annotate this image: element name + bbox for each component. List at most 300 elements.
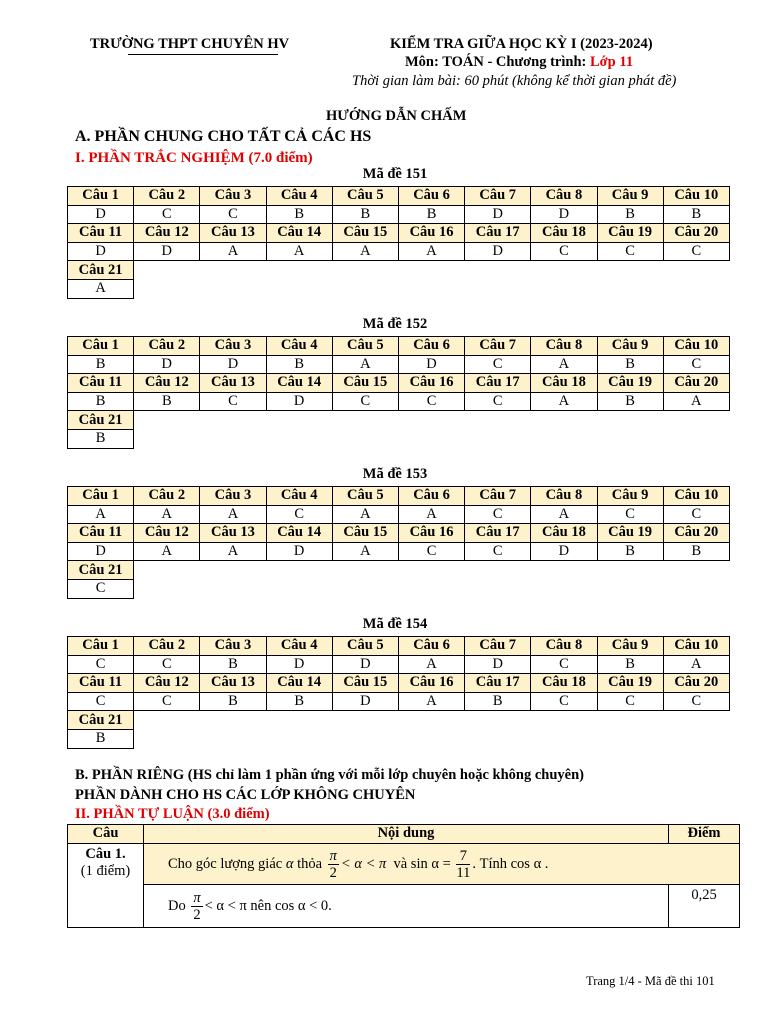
question-label: Câu 5	[332, 487, 398, 506]
empty-cell	[134, 429, 200, 448]
answer-cell: D	[68, 542, 134, 561]
question-label: Câu 9	[597, 637, 663, 656]
answer-cell: A	[398, 655, 464, 674]
empty-cell	[398, 561, 464, 580]
answer-cell: B	[68, 429, 134, 448]
answer-cell: B	[663, 542, 729, 561]
question-label: Câu 3	[200, 637, 266, 656]
question-label: Câu 17	[465, 524, 531, 543]
empty-cell	[663, 429, 729, 448]
answer-cell: C	[465, 505, 531, 524]
answer-cell: A	[398, 692, 464, 711]
question-label: Câu 4	[266, 337, 332, 356]
empty-cell	[663, 279, 729, 298]
answer-row	[68, 655, 730, 674]
answer-table	[67, 636, 730, 749]
empty-cell	[134, 711, 200, 730]
answer-cell: B	[663, 205, 729, 224]
section-b-title: B. PHẦN RIÊNG (HS chỉ làm 1 phần ứng với mỗi lớp chuyên hoặc không chuyên)	[75, 767, 584, 783]
school-underline	[128, 54, 278, 55]
empty-cell	[398, 729, 464, 748]
answer-cell: C	[134, 692, 200, 711]
empty-cell	[597, 429, 663, 448]
question-label: Câu 13	[200, 524, 266, 543]
question-label: Câu 1	[68, 637, 134, 656]
prompt-inequality: < α < π	[340, 855, 387, 872]
answer-cell: B	[597, 355, 663, 374]
question-label: Câu 13	[200, 224, 266, 243]
answer-cell: D	[398, 355, 464, 374]
empty-cell	[465, 429, 531, 448]
question-label: Câu 14	[266, 524, 332, 543]
exam-subject	[405, 54, 633, 71]
empty-cell	[597, 411, 663, 430]
empty-cell	[597, 579, 663, 598]
empty-cell	[200, 279, 266, 298]
part-1-title: I. PHẦN TRẮC NGHIỆM (7.0 điểm)	[75, 150, 313, 166]
empty-cell	[531, 711, 597, 730]
question-label: Câu 13	[200, 374, 266, 393]
question-label: Câu 2	[134, 637, 200, 656]
question-label: Câu 20	[663, 224, 729, 243]
question-label: Câu 10	[663, 637, 729, 656]
question-label: Câu 19	[597, 224, 663, 243]
empty-cell	[663, 261, 729, 280]
answer-cell: B	[200, 655, 266, 674]
answer-cell: C	[68, 692, 134, 711]
empty-cell	[332, 261, 398, 280]
empty-cell	[200, 261, 266, 280]
answer-row	[68, 392, 730, 411]
empty-cell	[465, 579, 531, 598]
question-row	[68, 224, 730, 243]
answer-cell: A	[332, 505, 398, 524]
answer-cell: D	[266, 392, 332, 411]
answer-cell: B	[68, 355, 134, 374]
answer-cell: C	[398, 392, 464, 411]
empty-cell	[597, 711, 663, 730]
question-label: Câu 10	[663, 337, 729, 356]
question-label: Câu 2	[134, 337, 200, 356]
answer-cell: A	[531, 355, 597, 374]
empty-cell	[531, 279, 597, 298]
empty-cell	[200, 411, 266, 430]
answer-cell: D	[134, 242, 200, 261]
code-title: Mã đề 153	[362, 466, 428, 482]
empty-cell	[597, 279, 663, 298]
question-label: Câu 7	[465, 487, 531, 506]
empty-cell	[531, 579, 597, 598]
answer-cell: A	[398, 242, 464, 261]
question-row	[68, 374, 730, 393]
question-label: Câu 14	[266, 374, 332, 393]
two-denominator: 2	[329, 864, 337, 881]
answer-cell: A	[266, 242, 332, 261]
empty-cell	[200, 579, 266, 598]
answer-cell: C	[531, 692, 597, 711]
question-row	[68, 524, 730, 543]
question-row	[68, 187, 730, 206]
answer-cell: B	[266, 692, 332, 711]
question-label: Câu 17	[465, 674, 531, 693]
question-label: Câu 3	[200, 187, 266, 206]
answer-table	[67, 186, 730, 299]
answer-cell: B	[332, 205, 398, 224]
answer-cell: C	[465, 392, 531, 411]
empty-cell	[332, 579, 398, 598]
empty-cell	[663, 411, 729, 430]
answer-cell: A	[134, 505, 200, 524]
question-label: Câu 5	[332, 187, 398, 206]
empty-cell	[597, 561, 663, 580]
question-label: Câu 19	[597, 674, 663, 693]
question-row	[68, 261, 730, 280]
answer-cell: A	[200, 505, 266, 524]
empty-cell	[332, 711, 398, 730]
question-label: Câu 8	[531, 337, 597, 356]
answer-cell: D	[531, 542, 597, 561]
question-row	[68, 674, 730, 693]
answer-cell: B	[597, 655, 663, 674]
answer-cell: C	[68, 655, 134, 674]
empty-cell	[531, 429, 597, 448]
empty-cell	[266, 729, 332, 748]
answer-cell: A	[531, 505, 597, 524]
step-pi-numerator: π	[193, 889, 201, 906]
empty-cell	[398, 411, 464, 430]
question-label: Câu 1	[68, 187, 134, 206]
empty-cell	[663, 729, 729, 748]
question-label: Câu 15	[332, 374, 398, 393]
answer-cell: D	[200, 355, 266, 374]
pi-numerator: π	[329, 847, 337, 864]
question-label: Câu 20	[663, 374, 729, 393]
question-label: Câu 12	[134, 374, 200, 393]
code-title: Mã đề 152	[362, 316, 428, 332]
question-label: Câu 15	[332, 674, 398, 693]
answer-cell: A	[398, 505, 464, 524]
question-row	[68, 411, 730, 430]
empty-cell	[134, 411, 200, 430]
answer-row	[68, 692, 730, 711]
question-label: Câu 11	[68, 524, 134, 543]
answer-cell: C	[663, 505, 729, 524]
empty-cell	[398, 261, 464, 280]
school-name: TRƯỜNG THPT CHUYÊN HV	[90, 36, 290, 52]
empty-cell	[266, 279, 332, 298]
question-label: Câu 2	[134, 487, 200, 506]
answer-cell: C	[597, 692, 663, 711]
question-label: Câu 18	[531, 224, 597, 243]
exam-title: KIỂM TRA GIỮA HỌC KỲ I (2023-2024)	[390, 36, 653, 52]
answer-cell: D	[134, 355, 200, 374]
empty-cell	[398, 279, 464, 298]
question-label: Câu 10	[663, 187, 729, 206]
question-label: Câu 21	[68, 561, 134, 580]
answer-row	[68, 579, 730, 598]
answer-row	[68, 279, 730, 298]
question-label: Câu 1	[68, 337, 134, 356]
essay-question-points: (1 điểm)	[80, 863, 131, 879]
answer-cell: C	[134, 655, 200, 674]
empty-cell	[332, 279, 398, 298]
question-label: Câu 14	[266, 224, 332, 243]
question-label: Câu 21	[68, 261, 134, 280]
answer-cell: A	[68, 279, 134, 298]
question-label: Câu 7	[465, 337, 531, 356]
answer-cell: C	[663, 692, 729, 711]
question-label: Câu 17	[465, 224, 531, 243]
prompt-text: Cho góc lượng giác	[168, 855, 283, 872]
question-label: Câu 12	[134, 224, 200, 243]
empty-cell	[531, 729, 597, 748]
answer-cell: D	[266, 542, 332, 561]
empty-cell	[200, 729, 266, 748]
empty-cell	[465, 561, 531, 580]
code-title: Mã đề 151	[362, 166, 428, 182]
answer-cell: B	[465, 692, 531, 711]
question-label: Câu 4	[266, 187, 332, 206]
answer-cell: D	[531, 205, 597, 224]
question-label: Câu 17	[465, 374, 531, 393]
answer-row	[68, 542, 730, 561]
question-label: Câu 6	[398, 637, 464, 656]
essay-question-cell	[68, 844, 144, 928]
question-label: Câu 20	[663, 674, 729, 693]
empty-cell	[266, 429, 332, 448]
answer-table	[67, 336, 730, 449]
eleven-denominator: 11	[456, 864, 471, 881]
empty-cell	[465, 261, 531, 280]
empty-cell	[332, 429, 398, 448]
answer-cell: C	[200, 205, 266, 224]
essay-step	[144, 885, 669, 928]
empty-cell	[663, 711, 729, 730]
empty-cell	[266, 411, 332, 430]
answer-cell: C	[465, 542, 531, 561]
empty-cell	[465, 711, 531, 730]
step-inequality: < α < π nên cos α < 0.	[204, 897, 332, 914]
empty-cell	[200, 711, 266, 730]
question-row	[68, 637, 730, 656]
part-2-title: II. PHẦN TỰ LUẬN (3.0 điểm)	[75, 806, 270, 822]
question-row	[68, 487, 730, 506]
empty-cell	[597, 261, 663, 280]
empty-cell	[663, 561, 729, 580]
answer-cell: A	[200, 542, 266, 561]
empty-cell	[134, 279, 200, 298]
page-footer: Trang 1/4 - Mã đề thi 101	[586, 974, 715, 988]
answer-cell: A	[332, 242, 398, 261]
empty-cell	[465, 729, 531, 748]
answer-cell: C	[266, 505, 332, 524]
answer-cell: C	[465, 355, 531, 374]
question-label: Câu 14	[266, 674, 332, 693]
answer-row	[68, 242, 730, 261]
answer-cell: D	[465, 205, 531, 224]
answer-cell: C	[663, 242, 729, 261]
question-row	[68, 561, 730, 580]
step-pi-over-2-fraction	[191, 890, 202, 923]
essay-table	[67, 824, 740, 928]
section-a-title: A. PHẦN CHUNG CHO TẤT CẢ CÁC HS	[75, 128, 372, 145]
prompt-end: . Tính cos α .	[472, 855, 549, 872]
empty-cell	[531, 261, 597, 280]
empty-cell	[134, 729, 200, 748]
question-label: Câu 16	[398, 524, 464, 543]
question-label: Câu 10	[663, 487, 729, 506]
empty-cell	[398, 711, 464, 730]
guide-title: HƯỚNG DẪN CHẤM	[326, 108, 467, 124]
answer-cell: B	[266, 205, 332, 224]
answer-cell: A	[531, 392, 597, 411]
question-label: Câu 8	[531, 637, 597, 656]
empty-cell	[266, 561, 332, 580]
answer-cell: C	[200, 392, 266, 411]
answer-cell: B	[68, 392, 134, 411]
essay-question-label: Câu 1.	[85, 846, 126, 862]
answer-cell: B	[266, 355, 332, 374]
answer-cell: A	[663, 655, 729, 674]
answer-cell: C	[597, 242, 663, 261]
answer-row	[68, 429, 730, 448]
empty-cell	[332, 411, 398, 430]
answer-row	[68, 355, 730, 374]
answer-cell: D	[465, 655, 531, 674]
grade-label: Lớp 11	[589, 54, 634, 70]
question-label: Câu 3	[200, 487, 266, 506]
answer-cell: A	[134, 542, 200, 561]
answer-cell: A	[332, 542, 398, 561]
answer-cell: D	[266, 655, 332, 674]
answer-cell: C	[597, 505, 663, 524]
question-label: Câu 9	[597, 487, 663, 506]
essay-header-content: Nội dung	[144, 825, 669, 844]
essay-step-points: 0,25	[669, 885, 740, 928]
seven-numerator: 7	[456, 848, 470, 865]
question-label: Câu 13	[200, 674, 266, 693]
question-label: Câu 18	[531, 524, 597, 543]
answer-cell: B	[597, 392, 663, 411]
answer-cell: C	[68, 579, 134, 598]
question-label: Câu 18	[531, 374, 597, 393]
answer-cell: D	[332, 692, 398, 711]
prompt-thoa: thỏa	[297, 855, 323, 872]
answer-table	[67, 486, 730, 599]
question-label: Câu 6	[398, 187, 464, 206]
question-row	[68, 711, 730, 730]
question-label: Câu 11	[68, 224, 134, 243]
question-label: Câu 5	[332, 337, 398, 356]
question-label: Câu 12	[134, 674, 200, 693]
question-label: Câu 21	[68, 411, 134, 430]
answer-cell: B	[398, 205, 464, 224]
essay-header-question: Câu	[68, 825, 144, 844]
step-two-denominator: 2	[193, 906, 201, 923]
empty-cell	[398, 579, 464, 598]
empty-cell	[663, 579, 729, 598]
essay-prompt	[144, 844, 740, 885]
answer-cell: A	[200, 242, 266, 261]
alpha-symbol: α	[285, 855, 294, 872]
question-label: Câu 21	[68, 711, 134, 730]
question-label: Câu 19	[597, 524, 663, 543]
answer-cell: B	[68, 729, 134, 748]
answer-cell: C	[531, 655, 597, 674]
answer-cell: D	[68, 205, 134, 224]
question-label: Câu 9	[597, 187, 663, 206]
answer-cell: C	[332, 392, 398, 411]
empty-cell	[531, 411, 597, 430]
empty-cell	[332, 561, 398, 580]
answer-cell: B	[200, 692, 266, 711]
exam-time: Thời gian làm bài: 60 phút (không kể thời gian phát đề)	[352, 73, 677, 89]
answer-row	[68, 205, 730, 224]
answer-row	[68, 505, 730, 524]
answer-cell: C	[663, 355, 729, 374]
empty-cell	[200, 429, 266, 448]
empty-cell	[465, 279, 531, 298]
question-row	[68, 337, 730, 356]
answer-cell: A	[332, 355, 398, 374]
answer-cell: B	[134, 392, 200, 411]
seven-over-eleven-fraction	[456, 848, 470, 881]
code-title: Mã đề 154	[362, 616, 428, 632]
question-label: Câu 18	[531, 674, 597, 693]
empty-cell	[134, 579, 200, 598]
answer-cell: C	[134, 205, 200, 224]
question-label: Câu 4	[266, 487, 332, 506]
question-label: Câu 1	[68, 487, 134, 506]
question-label: Câu 7	[465, 637, 531, 656]
empty-cell	[266, 261, 332, 280]
empty-cell	[134, 261, 200, 280]
question-label: Câu 3	[200, 337, 266, 356]
question-label: Câu 20	[663, 524, 729, 543]
answer-cell: B	[597, 542, 663, 561]
subject-label: Môn: TOÁN - Chương trình:	[405, 54, 590, 70]
question-label: Câu 6	[398, 487, 464, 506]
question-label: Câu 16	[398, 374, 464, 393]
question-label: Câu 6	[398, 337, 464, 356]
empty-cell	[266, 711, 332, 730]
question-label: Câu 5	[332, 637, 398, 656]
empty-cell	[332, 729, 398, 748]
answer-row	[68, 729, 730, 748]
prompt-sin: và sin α =	[393, 855, 451, 872]
question-label: Câu 8	[531, 187, 597, 206]
pi-over-2-fraction	[328, 848, 339, 881]
step-do: Do	[168, 897, 186, 914]
question-label: Câu 12	[134, 524, 200, 543]
question-label: Câu 16	[398, 224, 464, 243]
question-label: Câu 8	[531, 487, 597, 506]
answer-cell: C	[531, 242, 597, 261]
question-label: Câu 9	[597, 337, 663, 356]
question-label: Câu 19	[597, 374, 663, 393]
essay-header-points: Điểm	[669, 825, 740, 844]
empty-cell	[398, 429, 464, 448]
question-label: Câu 16	[398, 674, 464, 693]
question-label: Câu 15	[332, 224, 398, 243]
answer-cell: A	[68, 505, 134, 524]
question-label: Câu 2	[134, 187, 200, 206]
answer-cell: D	[332, 655, 398, 674]
answer-cell: D	[465, 242, 531, 261]
answer-cell: A	[663, 392, 729, 411]
empty-cell	[134, 561, 200, 580]
empty-cell	[266, 579, 332, 598]
